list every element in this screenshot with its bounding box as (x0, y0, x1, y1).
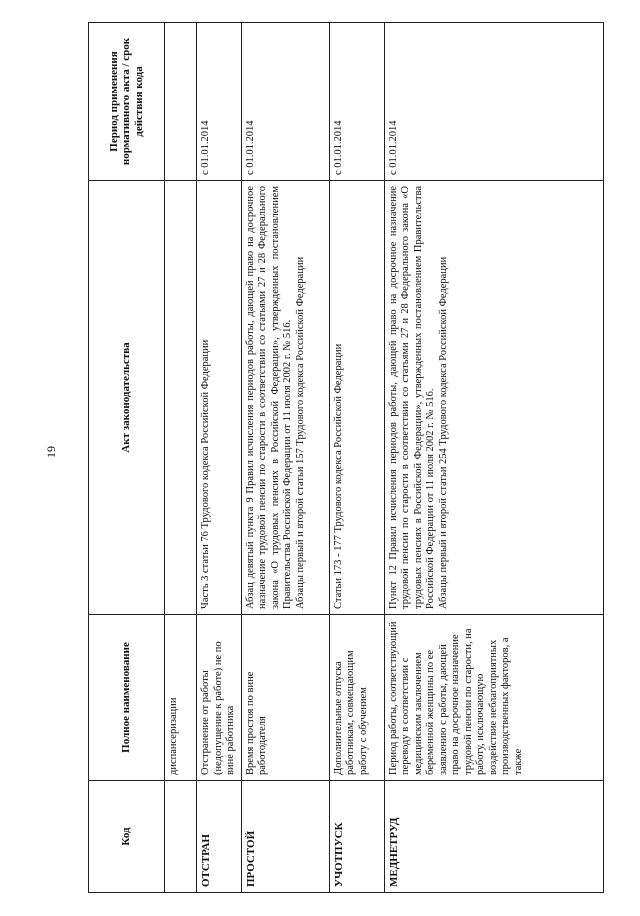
cell-name: Период работы, соответствующий переводу в соответствии с медицинским заключением беременной женщины по ее заявлению с работы, дающей право на досрочное назначение трудовой пенсии по старости, на работу, исключающую воздействие неблагоприятных производственных факторов, а также (384, 615, 603, 781)
cell-code: МЕДНЕТРУД (384, 781, 603, 893)
act-paragraph: Абзацы первый и второй статьи 254 Трудового кодекса Российской Федерации (437, 256, 449, 609)
cell-act (241, 181, 329, 615)
table-row-continued (165, 23, 197, 893)
table-row (241, 23, 329, 893)
cell-period: с 01.01.2014 (197, 23, 242, 181)
header-act: Акт законодательства (89, 181, 165, 615)
act-paragraph: Абзацы первый и второй статьи 157 Трудового кодекса Российской Федерации (294, 256, 306, 609)
cell-period: с 01.01.2014 (329, 23, 384, 181)
header-code: Код (89, 781, 165, 893)
page-number: 19 (44, 446, 58, 458)
cell-period (165, 23, 197, 181)
cell-code: ПРОСТОЙ (241, 781, 329, 893)
table-row (384, 23, 603, 893)
act-paragraph: Статьи 173 - 177 Трудового кодекса Российской Федерации (332, 343, 344, 609)
header-full-name: Полное наименование (89, 615, 165, 781)
cell-period: с 01.01.2014 (241, 23, 329, 181)
cell-code: ОТСТРАН (197, 781, 242, 893)
legislation-table (88, 22, 604, 893)
act-paragraph: Пункт 12 Правил исчисления периодов работы, дающей право на досрочное назначение трудовой пенсии по старости в соответствии со статьями 27 и 28 Федерального закона «О трудовых пенсиях в Российской Федерации», утвержденных постановлением Правительства Российской Федерации от 11 июля 2002 г. № 516. (387, 186, 436, 609)
cell-act (329, 181, 384, 615)
table-row (197, 23, 242, 893)
cell-name: Отстранение от работы (недопущение к работе) не по вине работника (197, 615, 242, 781)
cell-period: с 01.01.2014 (384, 23, 603, 181)
cell-act (165, 181, 197, 615)
cell-name: Время простоя по вине работодателя (241, 615, 329, 781)
table-row (329, 23, 384, 893)
header-period: Период применения нормативного акта / срок действия кода (89, 23, 165, 181)
legislation-table-wrapper (88, 23, 598, 893)
cell-code (165, 781, 197, 893)
act-paragraph: Абзац девятый пункта 9 Правил исчисления периодов работы, дающей право на досрочное назначение трудовой пенсии по старости в соответствии со статьями 27 и 28 Федерального закона «О трудовых пенсиях в Российской Федерации», утвержденных постановлением Правительства Российской Федерации от 11 июля 2002 г. № 516. (244, 186, 293, 609)
cell-name: Дополнительные отпуска работникам, совмещающим работу с обучением (329, 615, 384, 781)
cell-act (384, 181, 603, 615)
act-paragraph: Часть 3 статьи 76 Трудового кодекса Российской Федерации (200, 339, 211, 609)
table-header-row (89, 23, 165, 893)
cell-act (197, 181, 242, 615)
cell-name: диспансеризации (165, 615, 197, 781)
cell-code: УЧОТПУСК (329, 781, 384, 893)
